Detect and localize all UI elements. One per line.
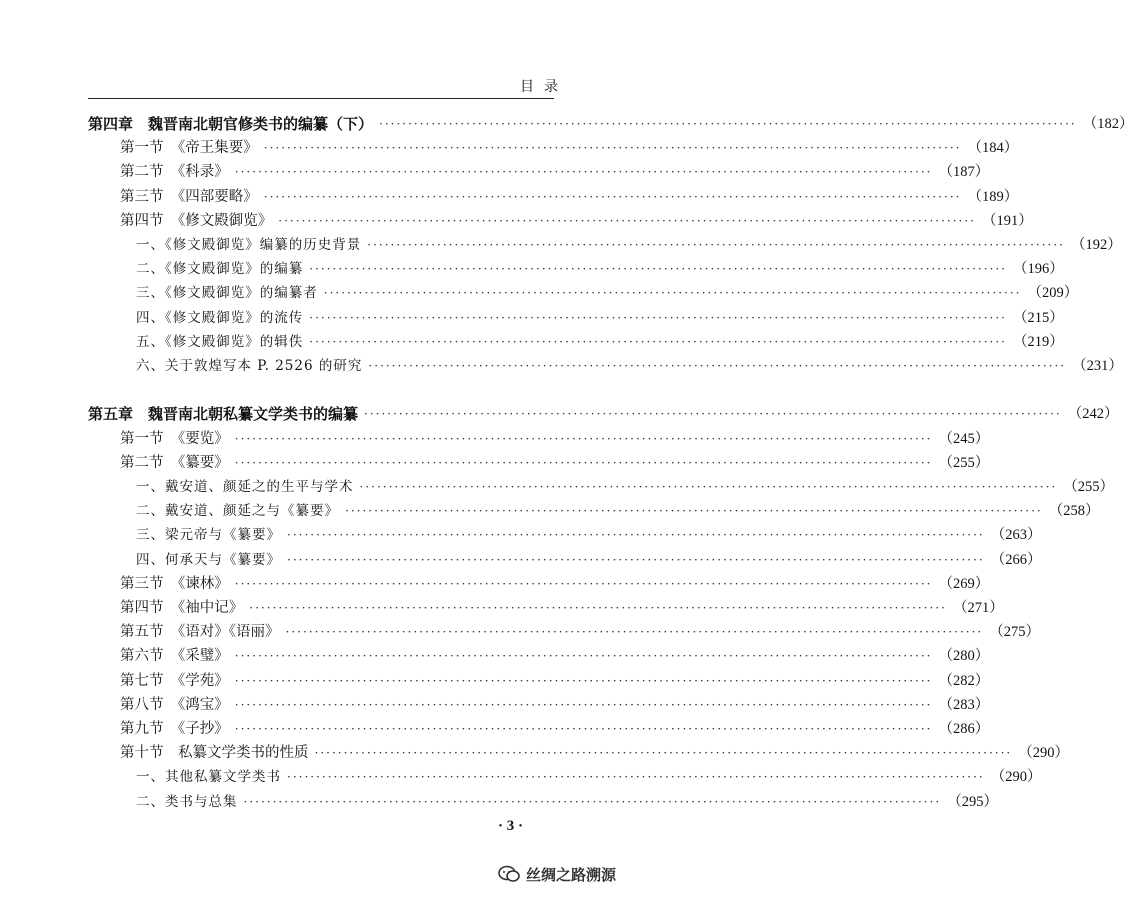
toc-entry-title: 二、戴安道、颜延之与《纂要》 bbox=[136, 503, 339, 520]
running-head: 目录 bbox=[520, 79, 568, 95]
toc-entry-section bbox=[120, 427, 990, 451]
toc-entry-page: （245） bbox=[938, 430, 990, 447]
toc-entry-page: （184） bbox=[967, 140, 1019, 157]
toc-entry-page: （255） bbox=[1063, 479, 1114, 495]
toc-entry-page: （283） bbox=[938, 696, 990, 713]
leader-dots: ························································································································ bbox=[263, 141, 962, 156]
leader-dots: ························································································································ bbox=[287, 770, 985, 785]
toc-entry-page: （290） bbox=[1018, 745, 1069, 762]
toc-entry-section bbox=[120, 572, 990, 596]
watermark bbox=[498, 862, 616, 886]
toc-entry-chapter bbox=[88, 402, 1119, 426]
toc-entry-title: 第五节 《语对》《语丽》 bbox=[120, 624, 280, 641]
toc-entry-section bbox=[120, 185, 1019, 209]
toc-entry-section bbox=[120, 596, 1004, 620]
toc-entry-sub bbox=[136, 790, 998, 814]
leader-dots: ························································································································ bbox=[287, 552, 985, 567]
toc-entry-section bbox=[120, 136, 1019, 160]
toc-entry-page: （219） bbox=[1012, 333, 1064, 350]
toc-entry-page: （271） bbox=[952, 600, 1004, 616]
page-number: · 3 · bbox=[498, 818, 524, 834]
leader-dots: ························································································································ bbox=[249, 601, 947, 615]
toc-entry-page: （290） bbox=[990, 769, 1042, 786]
leader-dots: ························································································································ bbox=[285, 625, 984, 640]
toc-entry-title: 第七节 《学苑》 bbox=[120, 672, 229, 689]
toc-entry-section bbox=[120, 620, 1040, 644]
toc-entry-page: （231） bbox=[1072, 358, 1123, 374]
toc-entry-page: （280） bbox=[938, 648, 990, 665]
toc-entry-section bbox=[120, 693, 990, 717]
leader-dots: ························································································································ bbox=[263, 189, 962, 204]
leader-dots: ························································································································ bbox=[364, 407, 1062, 422]
toc-entry-page: （295） bbox=[947, 793, 998, 810]
leader-dots: ························································································································ bbox=[309, 334, 1007, 349]
toc-entry-sub bbox=[136, 523, 1042, 547]
toc-entry-page: （189） bbox=[967, 188, 1019, 205]
leader-dots: ························································································································ bbox=[234, 673, 933, 688]
wechat-bubble-icon bbox=[498, 865, 520, 883]
leader-dots: ························································································································ bbox=[234, 431, 933, 446]
leader-dots: ························································································································ bbox=[243, 794, 942, 809]
toc-entry-title: 五、《修文殿御览》的辑佚 bbox=[136, 333, 304, 350]
toc-entry-title: 第四节 《袖中记》 bbox=[120, 600, 244, 616]
toc-entry-title: 六、关于敦煌写本 P. 2526 的研究 bbox=[136, 358, 363, 374]
toc-entry-sub bbox=[136, 354, 1123, 378]
toc-entry-title: 第十节 私纂文学类书的性质 bbox=[120, 745, 309, 762]
leader-dots: ························································································································ bbox=[287, 528, 985, 543]
toc-entry-sub bbox=[136, 257, 1064, 281]
watermark-text: 丝绸之路溯源 bbox=[526, 865, 617, 884]
toc-entry-sub bbox=[136, 330, 1064, 354]
toc-entry-sub bbox=[136, 548, 1042, 572]
leader-dots: ························································································································ bbox=[234, 576, 933, 591]
toc-entry-sub bbox=[136, 306, 1064, 330]
header-rule bbox=[88, 98, 554, 99]
leader-dots: ························································································································ bbox=[309, 310, 1007, 325]
leader-dots: ························································································································ bbox=[323, 286, 1022, 301]
toc-entry-title: 一、其他私纂文学类书 bbox=[136, 769, 281, 786]
toc-entry-title: 第六节 《采璧》 bbox=[120, 648, 229, 665]
toc-entry-sub bbox=[136, 475, 1114, 499]
leader-dots: ························································································································ bbox=[234, 722, 933, 736]
toc-entry-page: （255） bbox=[938, 454, 990, 471]
toc-entry-page: （242） bbox=[1067, 406, 1119, 423]
toc-entry-section bbox=[120, 669, 990, 693]
toc-entry-title: 第五章 魏晋南北朝私纂文学类书的编纂 bbox=[88, 405, 359, 424]
toc-entry-section bbox=[120, 717, 990, 741]
toc-entry-sub bbox=[136, 233, 1122, 257]
toc-entry-title: 三、梁元帝与《纂要》 bbox=[136, 527, 281, 544]
toc-entry-title: 第三节 《四部要略》 bbox=[120, 188, 258, 205]
toc-entry-title: 第一节 《帝王集要》 bbox=[120, 140, 258, 157]
toc-entry-title: 四、《修文殿御览》的流传 bbox=[136, 309, 304, 326]
toc-entry-title: 四、何承天与《纂要》 bbox=[136, 551, 281, 568]
leader-dots: ························································································································ bbox=[309, 262, 1007, 277]
toc-entry-title: 第一节 《要览》 bbox=[120, 430, 229, 447]
toc-entry-page: （269） bbox=[938, 575, 990, 592]
toc-entry-page: （282） bbox=[938, 672, 990, 689]
toc-entry-page: （286） bbox=[938, 721, 990, 737]
leader-dots: ························································································································ bbox=[367, 238, 1065, 252]
toc-entry-page: （263） bbox=[990, 527, 1042, 544]
toc-entry-section bbox=[120, 451, 990, 475]
toc-entry-page: （215） bbox=[1012, 309, 1064, 326]
toc-entry-title: 三、《修文殿御览》的编纂者 bbox=[136, 285, 318, 302]
toc-entry-sub bbox=[136, 765, 1042, 789]
toc-entry-title: 第八节 《鸿宝》 bbox=[120, 696, 229, 713]
toc-entry-page: （182） bbox=[1082, 116, 1134, 132]
toc-entry-title: 一、《修文殿御览》编纂的历史背景 bbox=[136, 237, 362, 253]
toc-entry-title: 第九节 《子抄》 bbox=[120, 721, 229, 737]
toc-entry-sub bbox=[136, 281, 1079, 305]
toc-entry-title: 第二节 《纂要》 bbox=[120, 454, 229, 471]
leader-dots: ························································································································ bbox=[234, 165, 933, 180]
toc-entry-chapter bbox=[88, 112, 1134, 136]
toc-entry-section bbox=[120, 644, 990, 668]
leader-dots: ························································································································ bbox=[368, 359, 1067, 373]
leader-dots: ························································································································ bbox=[234, 649, 933, 664]
toc-entry-title: 第三节 《谏林》 bbox=[120, 575, 229, 592]
toc-entry-page: （266） bbox=[990, 551, 1042, 568]
toc-entry-page: （191） bbox=[981, 212, 1033, 229]
toc-entry-page: （209） bbox=[1027, 285, 1079, 302]
leader-dots: ························································································································ bbox=[234, 455, 933, 470]
toc-entry-title: 二、类书与总集 bbox=[136, 793, 238, 810]
toc-entry-sub bbox=[136, 499, 1100, 523]
toc-entry-title: 第四章 魏晋南北朝官修类书的编纂（下） bbox=[88, 115, 374, 133]
toc-entry-page: （275） bbox=[989, 624, 1040, 641]
toc-entry-page: （196） bbox=[1012, 261, 1064, 278]
leader-dots: ························································································································ bbox=[345, 504, 1043, 519]
toc-entry-page: （192） bbox=[1070, 237, 1122, 253]
toc-entry-title: 第四节 《修文殿御览》 bbox=[120, 212, 273, 229]
leader-dots: ························································································································ bbox=[359, 480, 1058, 494]
leader-dots: ························································································································ bbox=[278, 213, 976, 228]
toc-entry-section bbox=[120, 209, 1033, 233]
toc-entry-title: 第二节 《科录》 bbox=[120, 164, 229, 181]
leader-dots: ························································································································ bbox=[314, 746, 1013, 761]
toc-entry-title: 二、《修文殿御览》的编纂 bbox=[136, 261, 304, 278]
toc-entry-page: （187） bbox=[938, 164, 990, 181]
leader-dots: ························································································································ bbox=[234, 697, 933, 712]
leader-dots: ························································································································ bbox=[379, 117, 1077, 131]
toc-entry-section bbox=[120, 160, 990, 184]
toc-entry-section bbox=[120, 741, 1069, 765]
toc-entry-page: （258） bbox=[1048, 503, 1100, 520]
toc-entry-title: 一、戴安道、颜延之的生平与学术 bbox=[136, 479, 354, 495]
